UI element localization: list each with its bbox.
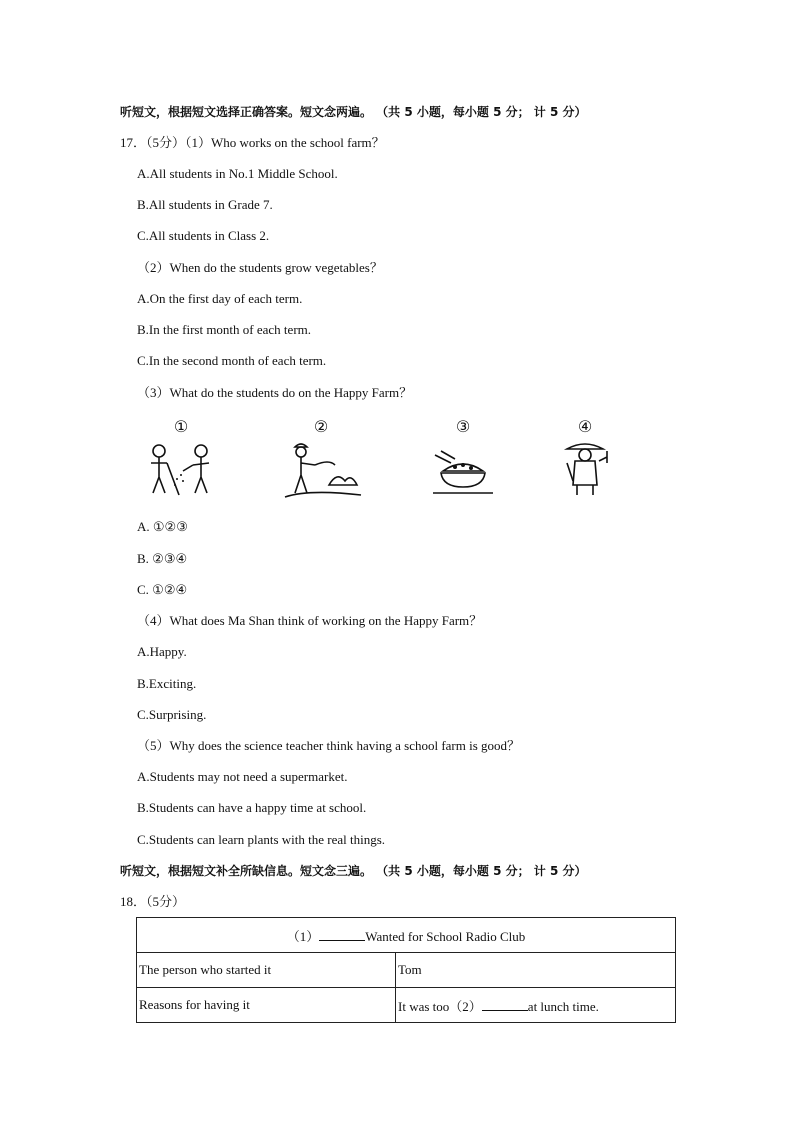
picture-3-label: ③ bbox=[455, 417, 471, 436]
q17-5-text: （5）Why does the science teacher think having a school farm is good？ bbox=[137, 738, 521, 753]
q17-1-option-b: B.All students in Grade 7. bbox=[137, 197, 273, 212]
picture-3 bbox=[418, 417, 508, 507]
q17-2-text: （2）When do the students grow vegetables？ bbox=[137, 260, 383, 275]
q17-5-option-b: B.Students can have a happy time at school. bbox=[137, 800, 367, 815]
picture-2-label: ② bbox=[313, 417, 329, 436]
q17-2-option-c: C.In the second month of each term. bbox=[137, 353, 327, 368]
table-row bbox=[137, 953, 676, 988]
picture-1 bbox=[136, 417, 226, 507]
picture-1-label: ① bbox=[173, 417, 189, 436]
q17-3-text: （3）What do the students do on the Happy Farm？ bbox=[137, 385, 413, 400]
radio-club-table bbox=[136, 917, 676, 1023]
section1-instruction: 听短文，根据短文选择正确答案。短文念两遍。 （共 5 小题，每小题 5 分； 计 5 分） bbox=[120, 105, 587, 119]
table-header-cell bbox=[137, 918, 676, 953]
answer-blank-2[interactable] bbox=[482, 999, 528, 1011]
row-value bbox=[396, 988, 676, 1023]
blank-1-number: （1） bbox=[286, 928, 320, 944]
row-label: The person who started it bbox=[137, 953, 396, 988]
picture-2 bbox=[276, 417, 366, 507]
answer-blank-1[interactable] bbox=[319, 929, 365, 941]
q17-5-option-a: A.Students may not need a supermarket. bbox=[137, 769, 348, 784]
picture-4 bbox=[540, 417, 630, 507]
table-header-row bbox=[137, 918, 676, 953]
q17-5-option-c: C.Students can learn plants with the real things. bbox=[137, 832, 386, 847]
q17-4-text: （4）What does Ma Shan think of working on the Happy Farm？ bbox=[137, 613, 483, 628]
row-label: Reasons for having it bbox=[137, 988, 396, 1023]
q17-3-option-b: B. ②③④ bbox=[137, 551, 188, 566]
q17-3-option-c: C. ①②④ bbox=[137, 582, 188, 597]
row-value-text: It was too bbox=[398, 998, 450, 1014]
q17-2-option-a: A.On the first day of each term. bbox=[137, 291, 303, 306]
students-farming-drawing bbox=[139, 441, 223, 499]
q17-4-option-b: B.Exciting. bbox=[137, 676, 197, 691]
row-value-text: Tom bbox=[398, 962, 422, 977]
q17-2-option-b: B.In the first month of each term. bbox=[137, 322, 312, 337]
q17-1-option-c: C.All students in Class 2. bbox=[137, 228, 270, 243]
food-bowl-drawing bbox=[421, 441, 505, 499]
picture-4-label: ④ bbox=[577, 417, 593, 436]
q17-4-option-a: A.Happy. bbox=[137, 644, 187, 659]
table-header-text: Wanted for School Radio Club bbox=[365, 928, 526, 944]
question-17-heading: 17．（5分）（1）Who works on the school farm？ bbox=[120, 135, 385, 150]
activity-pictures bbox=[136, 417, 616, 507]
q17-4-option-c: C.Surprising. bbox=[137, 707, 207, 722]
row-value bbox=[396, 953, 676, 988]
section2-instruction: 听短文，根据短文补全所缺信息。短文念三遍。 （共 5 小题，每小题 5 分； 计 5 分） bbox=[120, 864, 587, 878]
watering-plants-drawing bbox=[279, 441, 363, 499]
table-row bbox=[137, 988, 676, 1023]
row-value-suffix: at lunch time. bbox=[527, 998, 599, 1014]
q17-3-option-a: A. ①②③ bbox=[137, 519, 188, 534]
farmer-with-carrot-drawing bbox=[543, 441, 627, 499]
question-18-heading: 18．（5分） bbox=[120, 894, 186, 909]
q17-1-option-a: A.All students in No.1 Middle School. bbox=[137, 166, 338, 181]
blank-2-number: （2） bbox=[449, 998, 482, 1014]
